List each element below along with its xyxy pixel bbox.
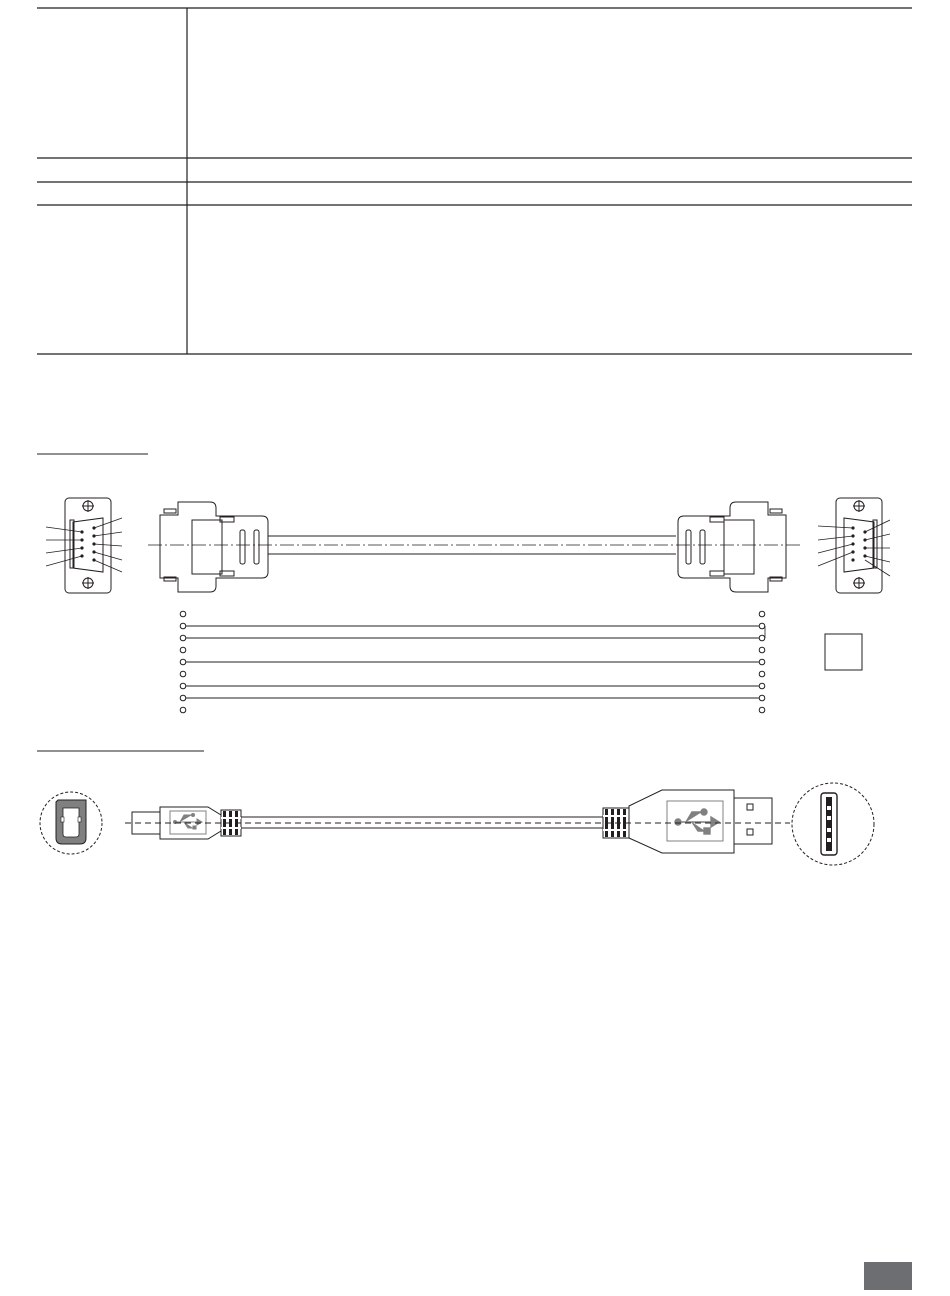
page-number-tab bbox=[0, 1250, 950, 1296]
wiring-right-terminals bbox=[759, 611, 765, 713]
rs232-cable-body bbox=[148, 502, 800, 592]
spec-table bbox=[0, 0, 950, 360]
wiring-diagram bbox=[180, 611, 862, 713]
usb-b-port-icon bbox=[40, 792, 102, 854]
db9-right-connector bbox=[818, 498, 890, 593]
usb-cable-body bbox=[125, 790, 790, 853]
usb-a-port-icon bbox=[792, 783, 874, 865]
rs232-cable-figure bbox=[0, 440, 950, 730]
usb-cable-figure bbox=[0, 740, 950, 880]
wiring-left-terminals bbox=[180, 611, 186, 713]
db9-left-connector bbox=[46, 498, 122, 593]
shield-box bbox=[825, 634, 862, 670]
